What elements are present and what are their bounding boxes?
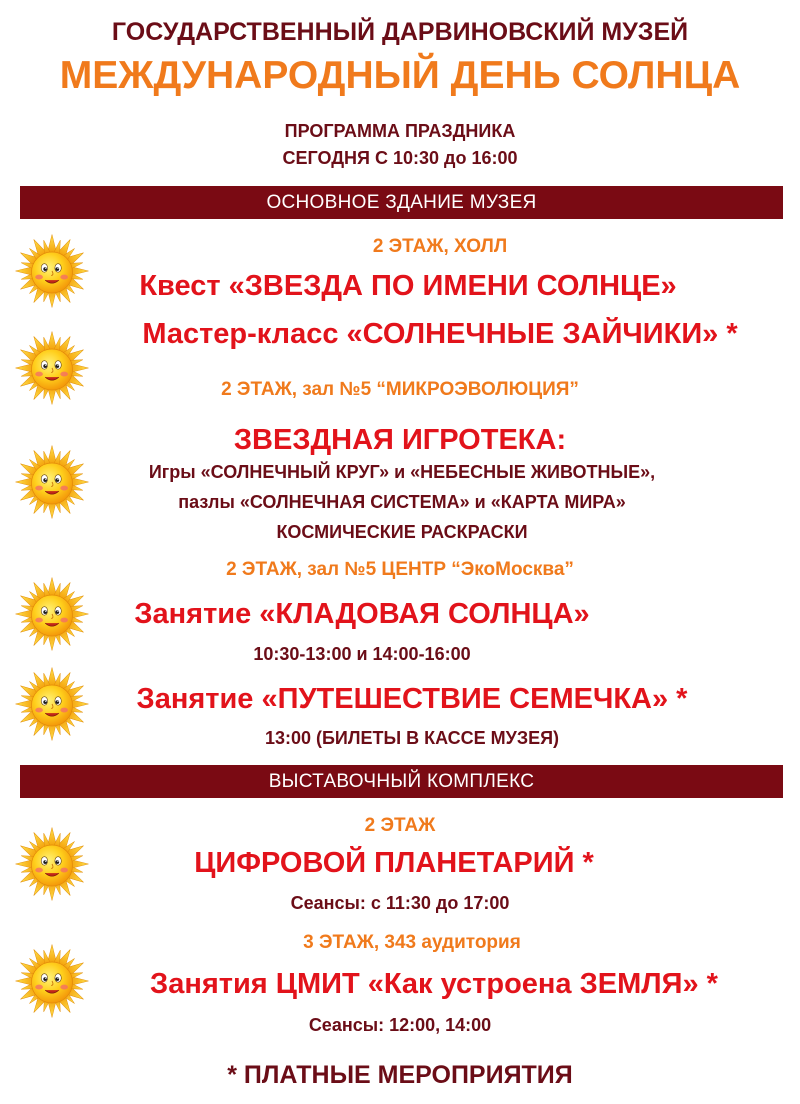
section-exhibition-complex: ВЫСТАВОЧНЫЙ КОМПЛЕКС [20,765,783,798]
location-label: 2 ЭТАЖ, зал №5 “МИКРОЭВОЛЮЦИЯ” [221,379,579,400]
planetarium-title: ЦИФРОВОЙ ПЛАНЕТАРИЙ * [194,847,594,879]
location-label: 2 ЭТАЖ, ХОЛЛ [372,236,508,257]
planetarium-time: Сеансы: с 11:30 до 17:00 [290,893,510,913]
cmit-title: Занятия ЦМИТ «Как устроена ЗЕМЛЯ» * [150,968,718,1000]
game-library-title: ЗВЕЗДНАЯ ИГРОТЕКА: [233,424,567,456]
game-library-line: Игры «СОЛНЕЧНЫЙ КРУГ» и «НЕБЕСНЫЕ ЖИВОТНЫЕ», [148,462,656,482]
location-label: 2 ЭТАЖ [364,815,436,836]
class-title: Занятие «ПУТЕШЕСТВИЕ СЕМЕЧКА» * [136,683,688,715]
quest-title: Квест «ЗВЕЗДА ПО ИМЕНИ СОЛНЦЕ» [139,270,677,302]
class-time: 13:00 (БИЛЕТЫ В КАССЕ МУЗЕЯ) [264,728,560,748]
museum-name: ГОСУДАРСТВЕННЫЙ ДАРВИНОВСКИЙ МУЗЕЙ [111,18,689,46]
location-label: 3 ЭТАЖ, 343 аудитория [303,932,521,953]
class-time: 10:30-13:00 и 14:00-16:00 [253,644,471,664]
program-time: СЕГОДНЯ С 10:30 до 16:00 [282,148,518,168]
masterclass-title: Мастер-класс «СОЛНЕЧНЫЕ ЗАЙЧИКИ» * [142,318,738,350]
footer-note: * ПЛАТНЫЕ МЕРОПРИЯТИЯ [227,1061,573,1089]
program-label: ПРОГРАММА ПРАЗДНИКА [284,121,516,141]
cmit-time: Сеансы: 12:00, 14:00 [308,1015,492,1035]
game-library-line: пазлы «СОЛНЕЧНАЯ СИСТЕМА» и «КАРТА МИРА» [178,492,626,512]
game-library-line: КОСМИЧЕСКИЕ РАСКРАСКИ [276,522,528,542]
class-title: Занятие «КЛАДОВАЯ СОЛНЦА» [134,598,590,630]
event-title: МЕЖДУНАРОДНЫЙ ДЕНЬ СОЛНЦА [59,54,741,97]
location-label: 2 ЭТАЖ, зал №5 ЦЕНТР “ЭкоМосква” [226,559,574,580]
section-main-building: ОСНОВНОЕ ЗДАНИЕ МУЗЕЯ [20,186,783,219]
